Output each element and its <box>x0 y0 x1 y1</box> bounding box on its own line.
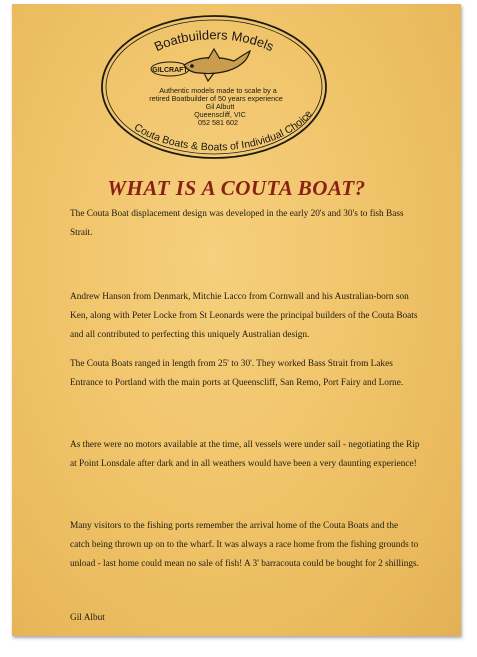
logo-line-retired: retired Boatbuilder of 50 years experience <box>149 94 283 103</box>
logo-phone: 052 581 602 <box>198 118 238 127</box>
dolphin-icon <box>184 49 250 81</box>
logo-arc-title: Boatbuilders Models <box>151 27 277 55</box>
boatbuilders-logo <box>100 13 328 161</box>
logo-oval-graphic <box>100 13 328 161</box>
paragraph-visitors: Many visitors to the fishing ports remember the arrival home of the Couta Boats and the catch being thrown up on to the wharf. It was always a race home from the fishing grounds to unload - last home could mean no sale of fish! A 3' barracouta could be bought for 2 shillings. <box>70 521 419 569</box>
paragraph-sail: As there were no motors available at the time, all vessels were under sail - negotiating the Rip at Point Lonsdale after dark and in all weathers would have been a very daunting experience! <box>70 440 420 469</box>
paragraph-range: The Couta Boats ranged in length from 25' to 30'. They worked Bass Strait from Lakes Entrance to Portland with the main ports at Queenscliff, San Remo, Port Fairy and Lorne. <box>70 359 404 388</box>
logo-place: Queenscliff, VIC <box>194 110 246 119</box>
paragraph-builders: Andrew Hanson from Denmark, Mitchie Lacco from Cornwall and his Australian-born son Ken, along with Peter Locke from St Leonards were the principal builders of the Couta Boats and all contributed to perfecting this uniquely Australian design. <box>70 292 418 340</box>
logo-line-authentic: Authentic models made to scale by a <box>159 86 277 95</box>
logo-arc-subtitle: Couta Boats & Boats of Individual Choice <box>131 108 315 154</box>
svg-text:GILCRAFT: GILCRAFT <box>152 67 188 74</box>
signature: Gil Albut <box>70 613 105 623</box>
gilcraft-badge <box>151 62 189 76</box>
paragraph-design: The Couta Boat displacement design was developed in the early 20's and 30's to fish Bass Strait. <box>70 209 404 238</box>
logo-name: Gil Albutt <box>205 102 235 111</box>
page-title: WHAT IS A COUTA BOAT? <box>107 176 366 200</box>
